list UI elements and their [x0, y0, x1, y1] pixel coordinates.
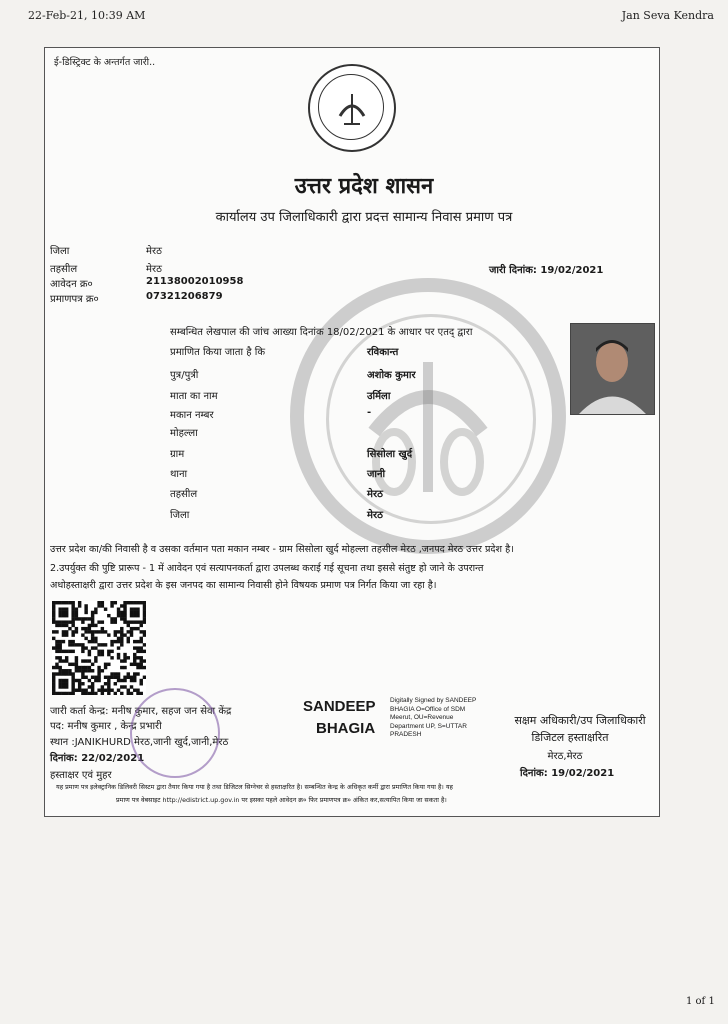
signature-label: हस्ताक्षर एवं मुहर [50, 770, 112, 781]
issuer-post: पद: मनीष कुमार , केन्द्र प्रभारी [50, 721, 162, 732]
detail-label: थाना [170, 469, 188, 480]
authority-date: दिनांक: 19/02/2021 [520, 768, 615, 779]
meta-value: मेरठ [146, 246, 162, 257]
detail-value: उर्मिला [367, 391, 391, 402]
issue-date: जारी दिनांक: 19/02/2021 [489, 265, 604, 276]
authority-title: सक्षम अधिकारी/उप जिलाधिकारी [514, 714, 646, 727]
meta-label: आवेदन क्र० [50, 279, 93, 290]
centre-stamp [130, 688, 220, 778]
detail-label: मोहल्ला [170, 428, 198, 439]
page-title: उत्तर प्रदेश शासन [294, 174, 434, 199]
signature-detail-line: Digitally Signed by SANDEEP [390, 697, 477, 704]
detail-label: मकान नम्बर [170, 410, 214, 421]
detail-label: तहसील [170, 489, 198, 500]
applicant-photo [570, 323, 655, 415]
signer-last-name: BHAGIA [316, 720, 376, 737]
detail-label: माता का नाम [170, 391, 218, 402]
signature-detail-line: Department UP, S=UTTAR [390, 722, 467, 730]
qr-code-graphic [52, 601, 146, 695]
certificate-number: 07321206879 [146, 291, 223, 302]
verification-statement: 2.उपर्युक्त की पुष्टि प्रारूप - 1 में आवेदन एवं सत्यापनकर्ता द्वारा उपलब्ध कराई गई सूचना तथा इससे संतुष्ट हो जाने के उपरान्त [50, 563, 484, 574]
meta-label: तहसील [50, 264, 78, 275]
authority-location: मेरठ,मेरठ [547, 751, 583, 762]
issued-under: ई-डिस्ट्रिक्ट के अन्तर्गत जारी.. [54, 57, 156, 68]
footer-note: यह प्रमाण पत्र इलेक्ट्रानिक डिलिवरी सिस्टम द्वारा तैयार किया गया है तथा डिजिटल सिग्नेचर से हस्ताक्षरित है। सम्बन्धित केन्द्र के अधिकृत कर्मी द्वारा प्रमाणित किया गया है। यह [56, 783, 453, 791]
detail-value: मेरठ [367, 489, 383, 500]
intro-line: सम्बन्धित लेखपाल की जांच आख्या दिनांक 18/02/2021 के आधार पर एतद् द्वारा [170, 327, 473, 338]
signature-detail-line: Meerut, OU=Revenue [390, 714, 454, 722]
signature-detail-line: BHAGIA O=Office of SDM [390, 705, 466, 713]
detail-value: जानी [367, 469, 386, 480]
detail-value: मेरठ [367, 510, 383, 521]
residence-statement: उत्तर प्रदेश का/की निवासी है व उसका वर्तमान पता मकान नम्बर - ग्राम सिसोला खुर्द मोहल्ला तहसील मेरठ ,जनपद मेरठ उत्तर प्रदेश है। [50, 544, 514, 555]
detail-label: जिला [170, 510, 190, 521]
print-source: Jan Seva Kendra [621, 9, 714, 22]
application-number: 21138002010958 [146, 276, 244, 287]
signer-first-name: SANDEEP [303, 698, 376, 715]
up-government-emblem [308, 64, 396, 152]
signature-detail-line: PRADESH [390, 731, 422, 739]
authority-signed: डिजिटल हस्ताक्षरित [531, 731, 609, 744]
page-number: 1 of 1 [686, 996, 715, 1007]
detail-value: रविकान्त [367, 347, 399, 358]
detail-label: प्रमाणित किया जाता है कि [170, 347, 266, 358]
issuer-date: दिनांक: 22/02/2021 [50, 753, 145, 764]
meta-label: जिला [50, 246, 70, 257]
footer-note-website: प्रमाण पत्र वेबसाइट http://edistrict.up.gov.in पर इसका पहले आवेदन क्र० फिर प्रमाणपत्र क्र० अंकित कर,सत्यापित किया जा सकता है। [116, 796, 447, 804]
issuer-place: स्थान :JANIKHURD मेरठ,जानी खुर्द,जानी,मेरठ [50, 737, 229, 748]
verification-statement-cont: अधोहस्ताक्षरी द्वारा उत्तर प्रदेश के इस जनपद का सामान्य निवासी होने विषयक प्रमाण पत्र निर्गत किया जा रहा है। [50, 580, 437, 591]
page-subtitle: कार्यालय उप जिलाधिकारी द्वारा प्रदत्त सामान्य निवास प्रमाण पत्र [215, 210, 513, 225]
digital-signature-details [390, 697, 476, 740]
meta-value: मेरठ [146, 264, 162, 275]
detail-value: - [367, 407, 372, 418]
print-datetime: 22-Feb-21, 10:39 AM [28, 9, 146, 22]
detail-label: ग्राम [170, 449, 185, 460]
detail-value: अशोक कुमार [367, 370, 416, 381]
detail-label: पुत्र/पुत्री [170, 370, 199, 381]
qr-code [52, 601, 146, 695]
detail-value: सिसोला खुर्द [367, 449, 413, 460]
issuer-centre: जारी कर्ता केन्द्र: मनीष कुमार, सहज जन सेवा केंद्र [50, 706, 232, 717]
watermark-seal [290, 278, 566, 554]
meta-label: प्रमाणपत्र क्र० [50, 294, 99, 305]
